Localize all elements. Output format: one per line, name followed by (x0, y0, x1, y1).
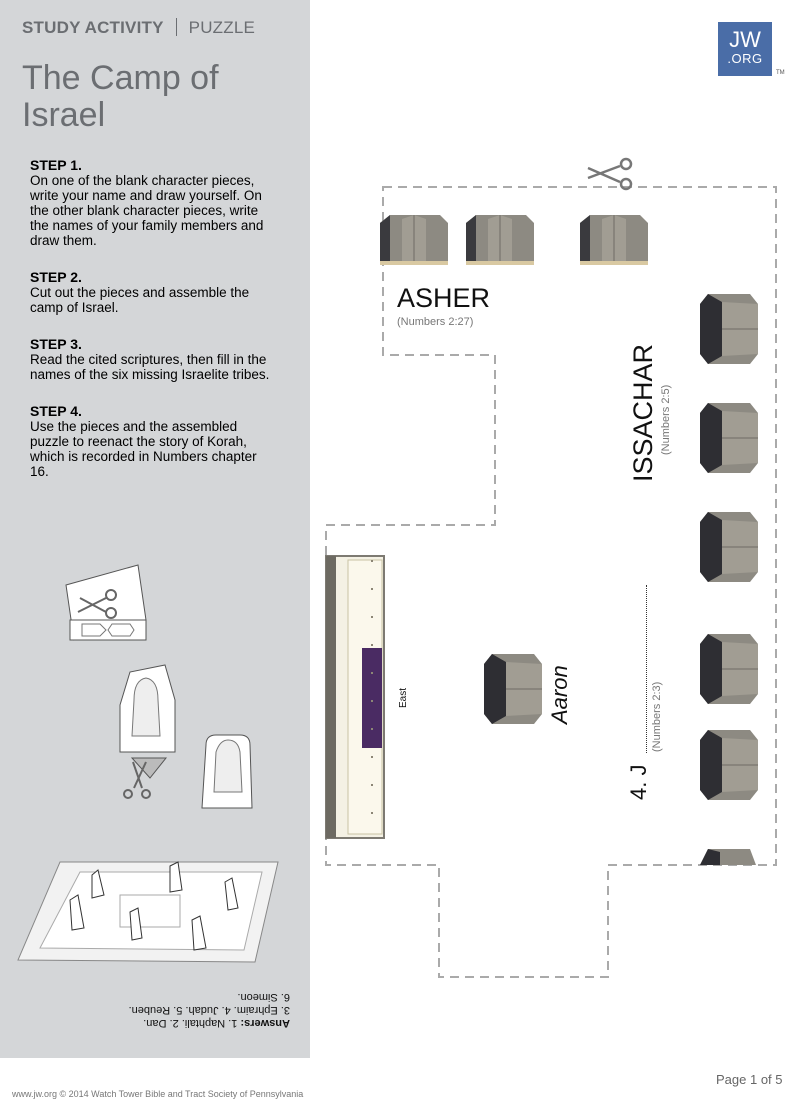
tent-icon (380, 215, 448, 265)
step-text: On one of the blank character pieces, write your name and draw yourself. On the other blank character pieces, write the names of your family members and draw them. (30, 173, 264, 248)
step-heading: STEP 1. (30, 157, 82, 173)
scripture-ref-issachar: (Numbers 2:5) (660, 384, 672, 455)
step-heading: STEP 4. (30, 403, 82, 419)
fill-in-blank-line (646, 585, 647, 753)
tent-icon (700, 849, 756, 865)
activity-label: STUDY ACTIVITY (22, 18, 164, 37)
step-text: Read the cited scriptures, then fill in the names of the six missing Israelite tribes. (30, 352, 270, 382)
step-heading: STEP 3. (30, 336, 82, 352)
step-text: Use the pieces and the assembled puzzle to reenact the story of Korah, which is recorded in Numbers chapter 16. (30, 419, 257, 479)
logo-line-1: JW (729, 27, 761, 52)
answers-line-1: 1. Naphtali. 2. Dan. (143, 1017, 238, 1029)
scripture-ref-asher: (Numbers 2:27) (397, 316, 474, 328)
answers-label: Answers: (240, 1017, 290, 1029)
tent-icon (466, 215, 534, 265)
answers-line-2: 3. Ephraim. 4. Judah. 5. Reuben. (128, 1004, 290, 1016)
tribe-blank-judah: 4. J (626, 764, 651, 800)
step-heading: STEP 2. (30, 269, 82, 285)
scissors-icon (588, 159, 631, 189)
tent-icon (700, 634, 758, 704)
page-title: The Camp of Israel (22, 59, 219, 134)
tent-icon (700, 403, 758, 473)
tribe-label-asher: ASHER (397, 283, 491, 313)
page-number: Page 1 of 5 (716, 1072, 783, 1087)
activity-type: PUZZLE (188, 18, 256, 37)
tent-icon (700, 730, 758, 800)
tribe-label-issachar: ISSACHAR (628, 343, 658, 482)
tent-icon (700, 294, 758, 364)
copyright-footer: www.jw.org © 2014 Watch Tower Bible and Tract Society of Pennsylvania (12, 1089, 304, 1099)
scripture-ref-judah: (Numbers 2:3) (651, 681, 663, 752)
aaron-label: Aaron (547, 665, 572, 724)
tent-icon (580, 215, 648, 265)
tent-icon (700, 512, 758, 582)
step-text: Cut out the pieces and assemble the camp of Israel. (30, 285, 250, 315)
east-label: East (398, 687, 409, 708)
answers-line-3: 6. Simeon. (237, 991, 290, 1003)
trademark-mark: TM (776, 70, 785, 76)
tent-icon (484, 654, 542, 724)
logo-line-2: .ORG (727, 51, 763, 66)
tabernacle-icon (326, 556, 384, 838)
